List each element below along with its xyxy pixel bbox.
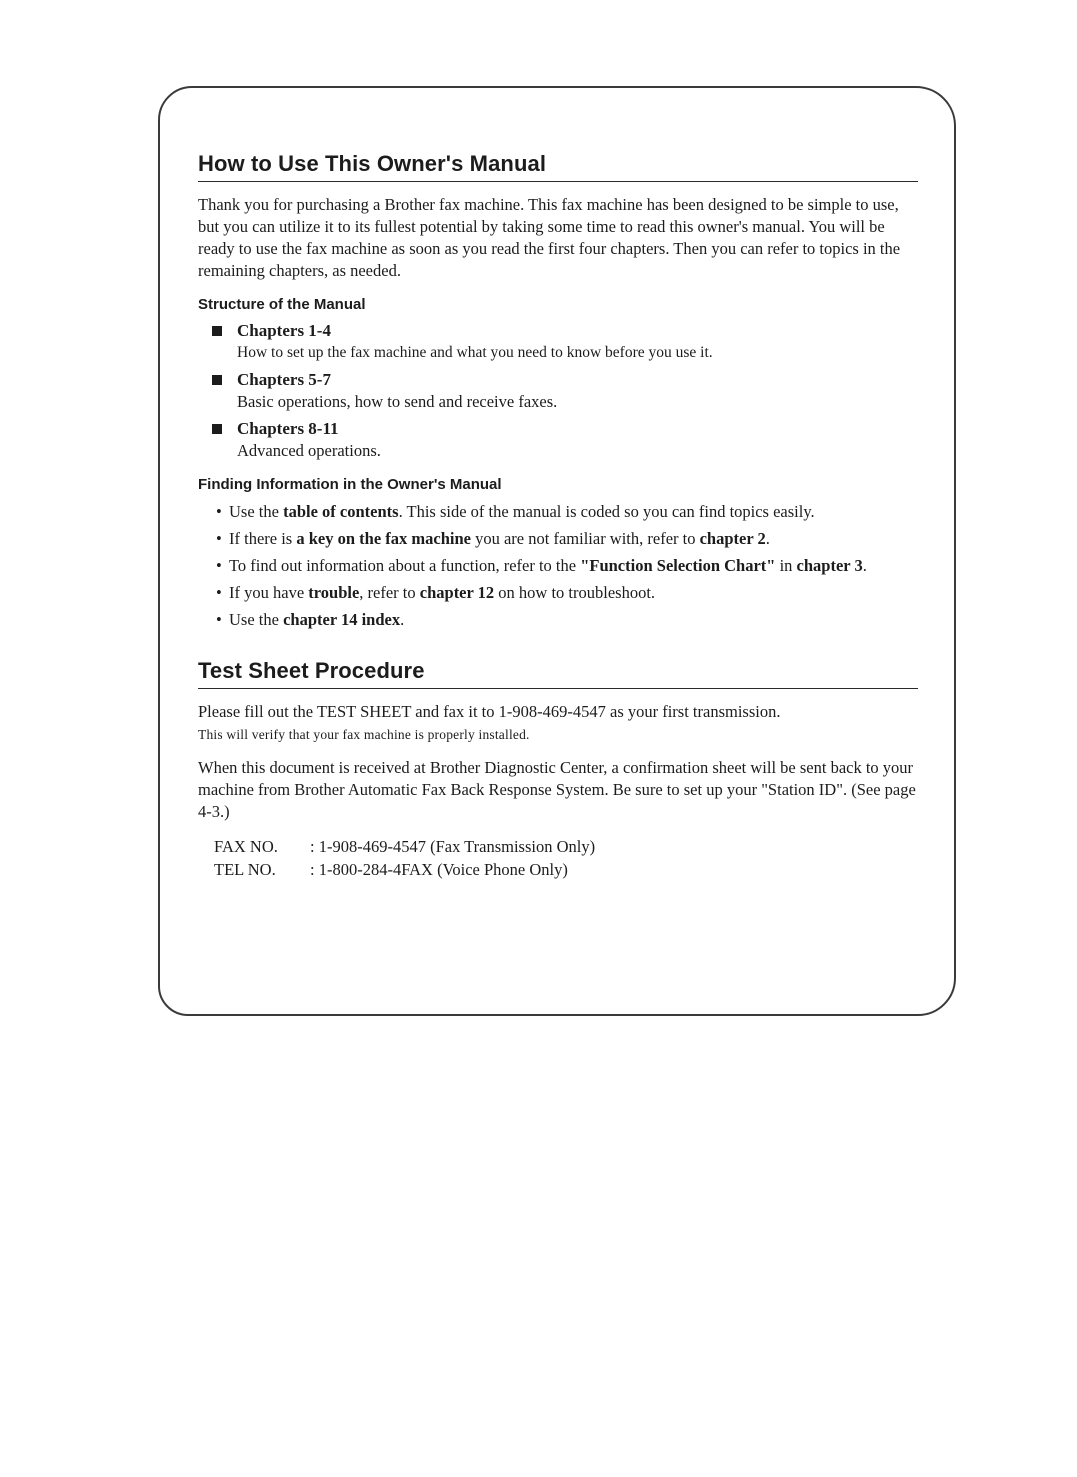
chapter-desc: Basic operations, how to send and receive faxes. bbox=[237, 392, 558, 411]
test-note: This will verify that your fax machine is properly installed. bbox=[198, 727, 530, 742]
list-item: • If there is a key on the fax machine you are not familiar with, refer to chapter 2. bbox=[216, 529, 770, 548]
tel-label: TEL NO. bbox=[214, 860, 276, 879]
test-section-title: Test Sheet Procedure bbox=[198, 657, 918, 689]
chapter-entry bbox=[212, 320, 918, 364]
list-item: • To find out information about a function, refer to the "Function Selection Chart" in chapter 3. bbox=[216, 556, 867, 575]
chapter-label: Chapters 8-11 bbox=[237, 419, 339, 438]
test-paragraph: Please fill out the TEST SHEET and fax it to 1-908-469-4547 as your first transmission. bbox=[198, 702, 781, 721]
list-item: • If you have trouble, refer to chapter 12 on how to troubleshoot. bbox=[216, 583, 656, 602]
chapter-label: Chapters 1-4 bbox=[237, 321, 331, 340]
chapter-entry bbox=[212, 369, 918, 413]
bullet-icon: • bbox=[216, 583, 222, 602]
bullet-icon: • bbox=[216, 610, 222, 629]
chapter-entry bbox=[212, 418, 918, 462]
chapter-label: Chapters 5-7 bbox=[237, 370, 331, 389]
square-bullet-icon bbox=[212, 326, 222, 336]
fax-label: FAX NO. bbox=[214, 837, 278, 856]
tel-number-row bbox=[214, 858, 918, 881]
manual-content bbox=[198, 150, 918, 881]
list-item: • Use the chapter 14 index. bbox=[216, 610, 405, 629]
fax-number-row bbox=[214, 835, 918, 858]
fax-value: : 1-908-469-4547 (Fax Transmission Only) bbox=[310, 837, 596, 856]
square-bullet-icon bbox=[212, 375, 222, 385]
bullet-icon: • bbox=[216, 556, 222, 575]
intro-paragraph: Thank you for purchasing a Brother fax machine. This fax machine has been designed to be simple to use, but you can utilize it to its fullest potential by taking some time to read this owner's manual. You will be ready to use the fax machine as soon as you read the first four chapters. Then you can refer to topics in the remaining chapters, as needed. bbox=[198, 195, 901, 280]
finding-list bbox=[198, 501, 918, 631]
bullet-icon: • bbox=[216, 502, 222, 521]
list-item: • Use the table of contents. This side of the manual is coded so you can find topics easily. bbox=[216, 502, 815, 521]
structure-heading: Structure of the Manual bbox=[198, 296, 366, 313]
finding-heading: Finding Information in the Owner's Manual bbox=[198, 476, 502, 493]
tel-value: : 1-800-284-4FAX (Voice Phone Only) bbox=[310, 860, 568, 879]
confirmation-paragraph: When this document is received at Brother Diagnostic Center, a confirmation sheet will be sent back to your machine from Brother Automatic Fax Back Response System. Be sure to set up your "Station ID". (See page 4-3.) bbox=[198, 758, 916, 821]
square-bullet-icon bbox=[212, 424, 222, 434]
manual-section-title: How to Use This Owner's Manual bbox=[198, 150, 918, 182]
chapter-desc: Advanced operations. bbox=[237, 441, 381, 460]
chapter-desc: How to set up the fax machine and what you need to know before you use it. bbox=[237, 344, 713, 361]
contact-numbers bbox=[214, 835, 918, 881]
bullet-icon: • bbox=[216, 529, 222, 548]
